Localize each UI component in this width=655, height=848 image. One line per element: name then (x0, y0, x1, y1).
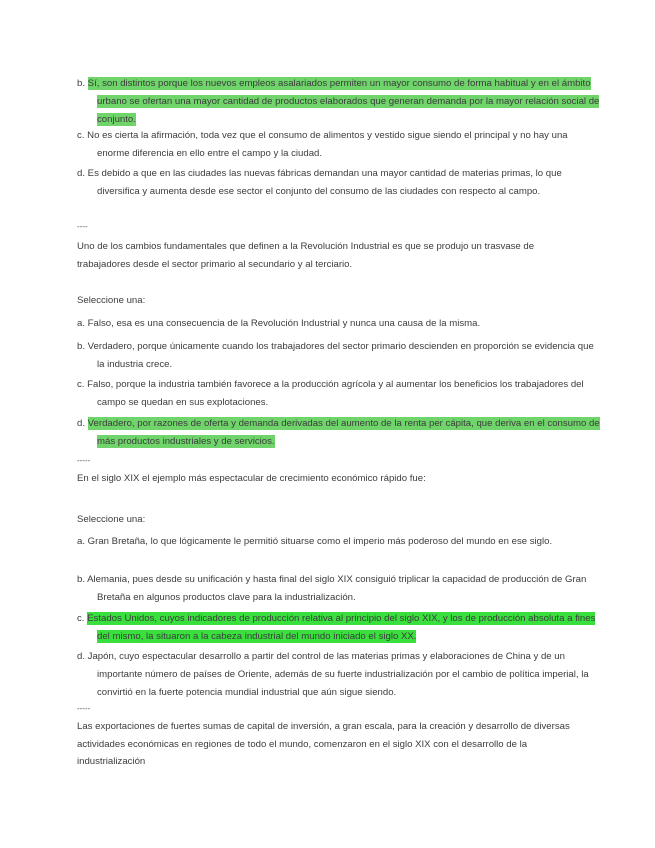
option-text: No es cierta la afirmación, toda vez que el consumo de alimentos y vestido sigue siendo el principal y no hay una enorme diferencia en ello entre el campo y la ciudad. (87, 130, 568, 159)
answer-option-a[interactable] (77, 315, 602, 333)
select-prompt: Seleccione una: (77, 295, 146, 306)
answer-option-b[interactable] (77, 338, 602, 374)
option-prefix: d. (77, 418, 88, 429)
option-text: Japón, cuyo espectacular desarrollo a partir del control de las materias primas y elaboraciones de China y de un importante número de países de Oriente, además de su fuerte industrialización por el cambio de política imperial, la convirtió en la fuerte potencia mundial industrial que aún sigue siendo. (87, 651, 589, 698)
option-text: Gran Bretaña, lo que lógicamente le permitió situarse como el imperio más poderoso del mundo en ese siglo. (87, 536, 553, 547)
option-prefix: c. (77, 130, 88, 141)
answer-option-d[interactable] (77, 415, 602, 451)
answer-option-b[interactable] (77, 571, 602, 607)
answer-option-b[interactable] (77, 75, 602, 129)
answer-option-d[interactable] (77, 165, 602, 201)
separator: ----- (77, 704, 91, 713)
option-prefix: a. (77, 536, 88, 547)
answer-option-c[interactable] (77, 610, 602, 646)
separator: ----- (77, 456, 91, 465)
option-text: Falso, porque la industria también favorece a la producción agrícola y al aumentar los beneficios los trabajadores del campo se quedan en sus explotaciones. (87, 379, 584, 408)
option-prefix: b. (77, 341, 88, 352)
highlighted-answer-text: Estados Unidos, cuyos indicadores de producción relativa al principio del siglo XIX, y los de producción absoluta a fines del mismo, la situaron a la cabeza industrial del mundo iniciado el siglo XX. (87, 613, 596, 642)
option-prefix: b. (77, 78, 88, 89)
option-text: Verdadero, porque únicamente cuando los trabajadores del sector primario descienden en proporción se evidencia que la industria crece. (87, 341, 594, 370)
answer-option-d[interactable] (77, 648, 602, 702)
question-text: Uno de los cambios fundamentales que definen a la Revolución Industrial es que se produjo un trasvase de trabajadores desde el sector primario al secundario y al terciario. (77, 241, 535, 270)
highlighted-answer-text: Sí, son distintos porque los nuevos empleos asalariados permiten un mayor consumo de forma habitual y en el ámbito urbano se ofertan una mayor cantidad de productos elaborados que generan demanda por la mayor relación social de conjunto. (87, 78, 600, 125)
answer-option-a[interactable] (77, 533, 602, 551)
option-text: Falso, esa es una consecuencia de la Revolución Industrial y nunca una causa de la misma. (87, 318, 481, 329)
separator: ---- (77, 222, 88, 231)
option-prefix: c. (77, 379, 88, 390)
option-text: Es debido a que en las ciudades las nuevas fábricas demandan una mayor cantidad de materias primas, lo que diversifica y aumenta desde ese sector el conjunto del consumo de las ciudades con respecto al campo. (87, 168, 562, 197)
option-text: Alemania, pues desde su unificación y hasta final del siglo XIX consiguió triplicar la capacidad de producción de Gran Bretaña en algunos productos clave para la industrialización. (87, 574, 587, 603)
option-prefix: d. (77, 168, 88, 179)
highlighted-answer-text: Verdadero, por razones de oferta y demanda derivadas del aumento de la renta per cápita, que deriva en el consumo de más productos industriales y de servicios. (87, 418, 600, 447)
answer-option-c[interactable] (77, 127, 602, 163)
option-prefix: a. (77, 318, 88, 329)
option-prefix: b. (77, 574, 88, 585)
option-prefix: c. (77, 613, 88, 624)
question-text: En el siglo XIX el ejemplo más espectacular de crecimiento económico rápido fue: (77, 473, 426, 484)
question-text: Las exportaciones de fuertes sumas de capital de inversión, a gran escala, para la creación y desarrollo de diversas actividades económicas en regiones de todo el mundo, comenzaron en el siglo XIX con el desarrollo de la industrialización (77, 721, 570, 767)
answer-option-c[interactable] (77, 376, 602, 412)
select-prompt: Seleccione una: (77, 514, 146, 525)
option-prefix: d. (77, 651, 88, 662)
